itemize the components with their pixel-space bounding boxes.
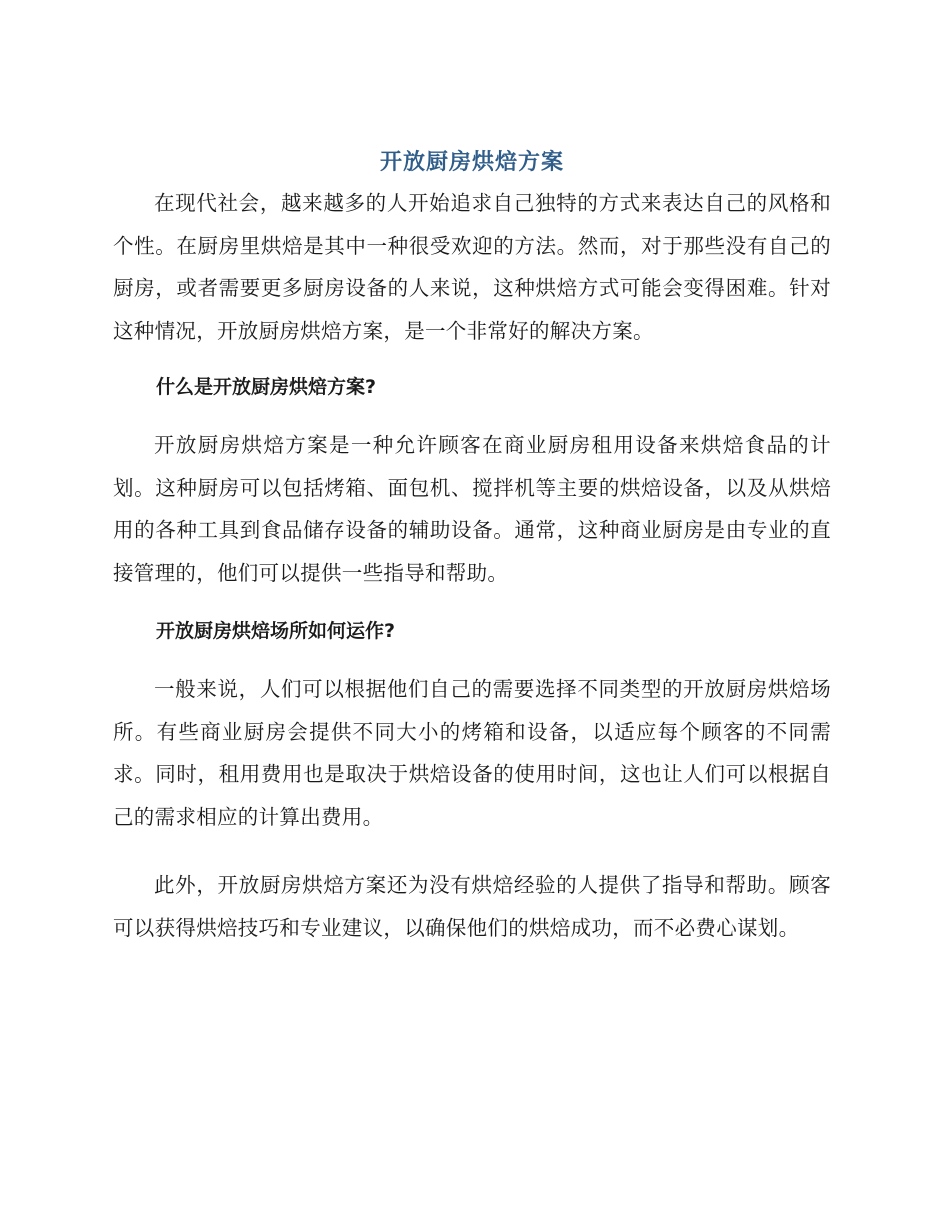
intro-paragraph: 在现代社会，越来越多的人开始追求自己独特的方式来表达自己的风格和个性。在厨房里烘焙是其中一种很受欢迎的方法。然而，对于那些没有自己的厨房，或者需要更多厨房设备的人来说，这种烘焙方式可能会变得困难。针对这种情况，开放厨房烘焙方案，是一个非常好的解决方案。 [113, 191, 831, 343]
section-body-guidance: 此外，开放厨房烘焙方案还为没有烘焙经验的人提供了指导和帮助。顾客可以获得烘焙技巧和专业建议，以确保他们的烘焙成功，而不必费心谋划。 [113, 873, 831, 940]
section-body-how-it-works: 一般来说，人们可以根据他们自己的需要选择不同类型的开放厨房烘焙场所。有些商业厨房会提供不同大小的烤箱和设备，以适应每个顾客的不同需求。同时，租用费用也是取决于烘焙设备的使用时间，这也让人们可以根据自己的需求相应的计算出费用。 [113, 677, 831, 829]
section-heading-how-it-works: 开放厨房烘焙场所如何运作? [156, 620, 396, 642]
paragraph-spacer [113, 838, 831, 864]
document-page [113, 146, 831, 949]
section-heading-what-is: 什么是开放厨房烘焙方案? [156, 376, 377, 398]
document-title: 开放厨房烘焙方案 [379, 150, 564, 175]
section-body-what-is: 开放厨房烘焙方案是一种允许顾客在商业厨房租用设备来烘焙食品的计划。这种厨房可以包括烤箱、面包机、搅拌机等主要的烘焙设备，以及从烘焙用的各种工具到食品储存设备的辅助设备。通常，这种商业厨房是由专业的直接管理的，他们可以提供一些指导和帮助。 [113, 433, 831, 585]
